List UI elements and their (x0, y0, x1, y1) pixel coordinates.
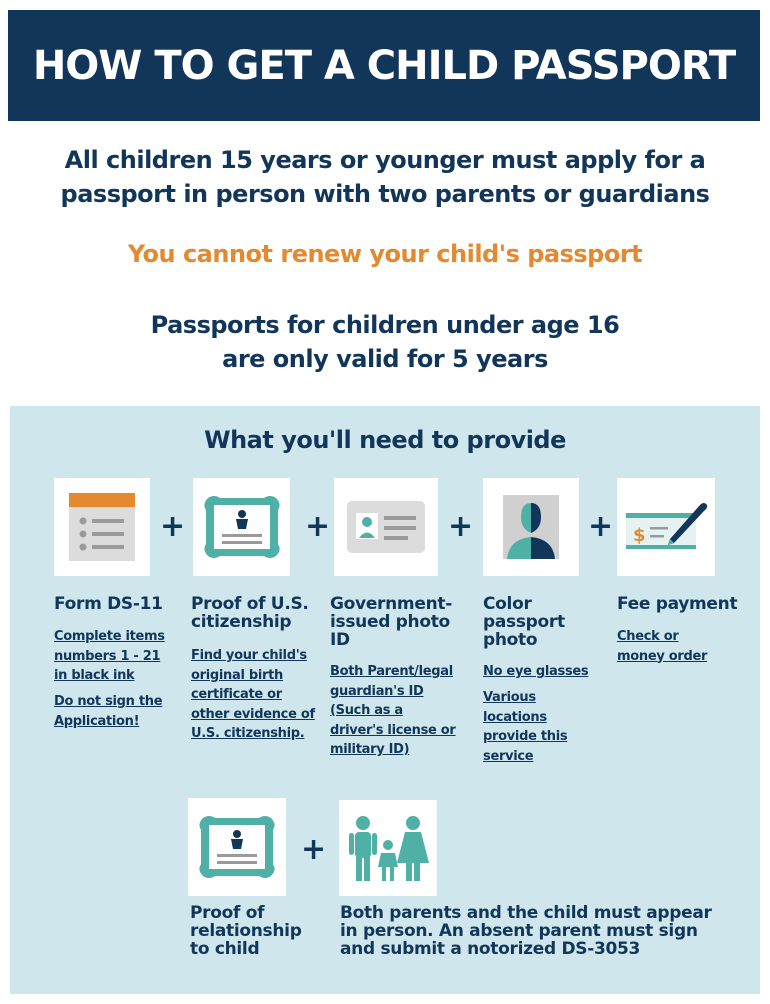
intro-requirement (0, 143, 770, 211)
relationship-title: Proof of relationship to child (190, 903, 302, 959)
check-payment-icon (624, 497, 708, 557)
form-tile (54, 478, 150, 576)
page-title: HOW TO GET A CHILD PASSPORT (32, 42, 736, 89)
svg-text:$: $ (633, 525, 646, 546)
relationship-tile (188, 798, 286, 896)
renewal-warning: You cannot renew your child's passport (127, 240, 643, 268)
id-card-icon (346, 500, 426, 554)
citizenship-tile (193, 478, 290, 576)
header-banner (8, 10, 760, 121)
family-appearance-note: Both parents and the child must appear in person. An absent parent must sign and submit a notorized DS-3053 (340, 903, 712, 959)
item-title-fee: Fee payment (617, 594, 738, 614)
intro-line: passport in person with two parents or guardians (60, 180, 710, 208)
item-title-citizenship: Proof of U.S. citizenship (191, 594, 309, 632)
birth-certificate-icon (200, 492, 284, 562)
plus-icon: + (588, 509, 614, 544)
item-title-passport-photo: Color passport photo (483, 594, 565, 650)
family-icon (345, 813, 431, 883)
item-title-photo-id: Government- issued photo ID (330, 594, 452, 650)
photo-note-locations[interactable]: Various locations provide this service (483, 690, 568, 764)
photo-id-tile (334, 478, 438, 576)
form-icon (67, 491, 137, 563)
citizenship-note[interactable]: Find your child's original birth certificate or other evidence of U.S. citizenship. (191, 648, 315, 741)
plus-icon: + (160, 509, 186, 544)
photo-id-note[interactable]: Both Parent/legal guardian's ID (Such as a driver's license or military ID) (330, 664, 456, 757)
fee-tile (617, 478, 715, 576)
birth-certificate-icon (195, 812, 279, 882)
photo-note-no-glasses[interactable]: No eye glasses (483, 664, 589, 679)
intro-line: All children 15 years or younger must apply for a (64, 146, 706, 174)
validity-line: are only valid for 5 years (222, 345, 548, 373)
passport-photo-icon (503, 495, 559, 559)
validity-note (0, 308, 770, 376)
passport-photo-tile (483, 478, 579, 576)
family-tile (339, 800, 437, 896)
validity-line: Passports for children under age 16 (150, 311, 620, 339)
plus-icon: + (448, 509, 474, 544)
fee-note[interactable]: Check or money order (617, 629, 708, 664)
plus-icon: + (301, 832, 327, 867)
plus-icon: + (305, 509, 331, 544)
section-title: What you'll need to provide (204, 426, 566, 454)
form-note-do-not-sign[interactable]: Do not sign the Application! (54, 694, 163, 729)
item-title-form: Form DS-11 (54, 594, 163, 614)
form-note-complete[interactable]: Complete items numbers 1 - 21 in black ink (54, 629, 165, 683)
